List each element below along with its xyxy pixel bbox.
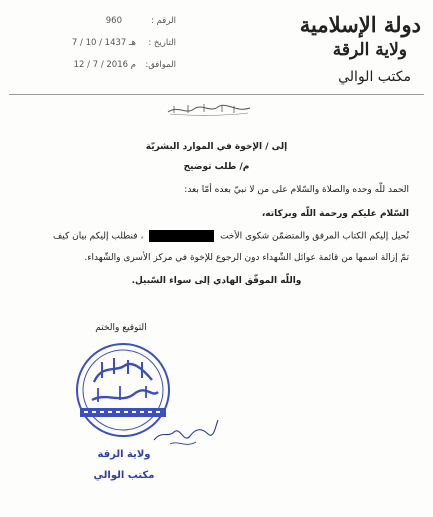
letter-paragraph-line2: تمّ إزالة اسمها من قائمة عوائل الشّهداء دون الرجوع للإخوة في مركز الأسرى والشّهداء. xyxy=(84,253,409,263)
reference-block xyxy=(36,16,176,82)
signature-label: التوقيع والختم xyxy=(95,323,147,333)
redaction-bar xyxy=(149,230,214,242)
state-title: دولة الإسلامية xyxy=(299,12,421,37)
letter-opening: الحمد للّه وحده والصلاة والسّلام على من لا نبيّ بعده أمّا بعد: xyxy=(184,185,409,195)
paragraph-text-a: نُحيل إليكم الكتاب المرفق والمتضمّن شكوى الأخت xyxy=(220,231,409,242)
ref-date-label: التاريخ : xyxy=(148,38,176,48)
basmala-calligraphy xyxy=(164,101,254,117)
handwritten-signature xyxy=(150,410,220,454)
wilayah-name: ولاية الرقة xyxy=(332,40,407,60)
ref-date-value: 7 / 10 / 1437 هـ xyxy=(71,38,136,48)
header-divider xyxy=(9,94,424,95)
ref-number-value: 960 xyxy=(105,16,122,26)
ref-corresponding-row xyxy=(36,60,176,82)
letter-recipient: إلى / الإخوة في الموارد البشريّة xyxy=(145,142,288,152)
ref-number-label: الرقم : xyxy=(151,16,176,26)
office-name: مكتب الوالي xyxy=(338,69,411,85)
stamp-wilayah: ولاية الرقة xyxy=(97,449,151,460)
letter-closing: واللّه الموفّق الهادي إلى سواء السّبيل. xyxy=(131,276,302,286)
letterhead xyxy=(293,14,421,86)
stamp-office: مكتب الوالي xyxy=(93,470,155,481)
ref-corresponding-value: 12 / 7 / 2016 م xyxy=(73,60,136,70)
letter-paragraph-line1 xyxy=(19,230,409,243)
ref-corresponding-label: الموافق: xyxy=(145,60,176,70)
ref-date-row xyxy=(36,38,176,60)
letter-greeting: السّلام عليكم ورحمة اللّه وبركاته، xyxy=(261,209,409,219)
ref-number-row xyxy=(36,16,176,38)
paragraph-text-b: ، فنطلب إليكم بيان كيف xyxy=(52,231,144,242)
letter-subject: م/ طلب توضيح xyxy=(183,162,250,172)
